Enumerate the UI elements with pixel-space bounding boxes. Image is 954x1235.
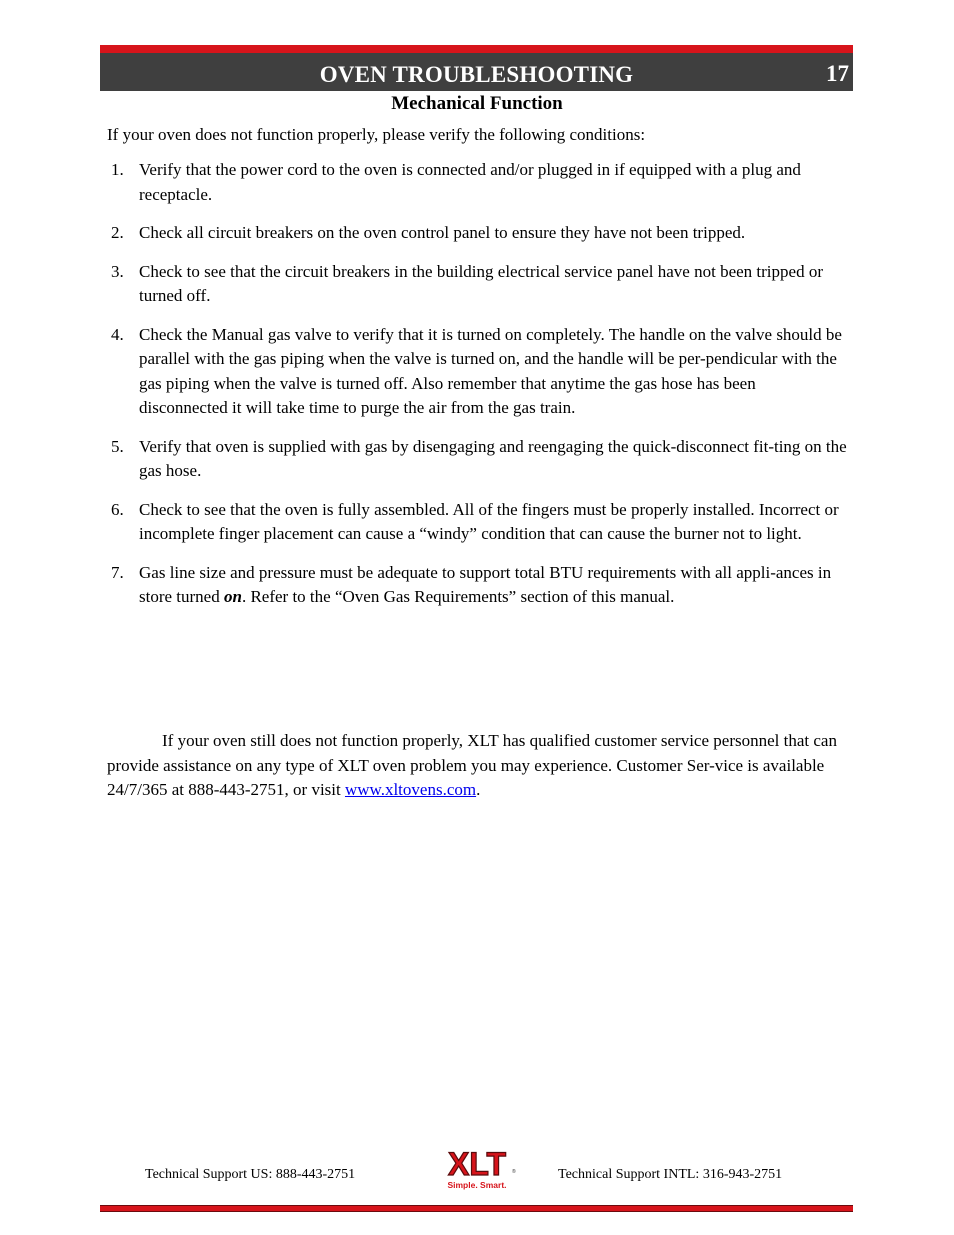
list-item: [107, 221, 847, 246]
xlt-logo: [428, 1143, 526, 1191]
list-item-text: Check to see that the circuit breakers in the building electrical service panel have not been tripped or turned off.: [139, 261, 823, 305]
closing-end: .: [476, 780, 481, 799]
header-bar: [100, 45, 853, 91]
svg-text:XLT: XLT: [447, 1146, 507, 1182]
closing-paragraph: [107, 729, 847, 803]
list-number: 5.: [111, 436, 124, 456]
list-item-text: Check the Manual gas valve to verify that it is turned on completely. The handle on the valve should be parallel with the gas piping when the valve is turned on, and the handle will be per-pendicular with the gas piping when the valve is turned off. Also remember that anytime the gas hose has been disconnected it will take time to purge the air from the gas train.: [139, 324, 842, 417]
list-item-text: Verify that the power cord to the oven is connected and/or plugged in if equipped with a plug and receptacle.: [139, 160, 801, 204]
list-item-text: [139, 563, 831, 607]
svg-text:Simple. Smart.: Simple. Smart.: [447, 1180, 507, 1190]
svg-text:®: ®: [512, 1169, 516, 1175]
list-number: 1.: [111, 160, 124, 179]
list-item-text-start: Gas line size and pressure must be adequate to support total BTU requirements with all appli-ances in store turned: [139, 562, 832, 606]
list-number: 2.: [111, 223, 124, 242]
emphasis-text: on: [223, 587, 242, 606]
list-item: [107, 435, 847, 484]
section-heading: Mechanical Function: [391, 93, 563, 114]
footer-support-intl: Technical Support INTL: 316-943-2751: [558, 1167, 783, 1182]
steps-list: [107, 158, 847, 624]
footer-divider: [100, 1205, 853, 1212]
list-item-text-end: . Refer to the “Oven Gas Requirements” section of this manual.: [241, 587, 675, 606]
intro-text: If your oven does not function properly, please verify the following conditions:: [107, 125, 646, 144]
list-item-text: Check all circuit breakers on the oven control panel to ensure they have not been tripped.: [139, 223, 746, 242]
page-number: 17: [826, 61, 849, 86]
list-item-text: Check to see that the oven is fully assembled. All of the fingers must be properly installed. Incorrect or incomplete finger placement can cause a “windy” condition that can cause the burner not to light.: [139, 499, 839, 543]
page-title: OVEN TROUBLESHOOTING: [319, 62, 634, 87]
list-item: [107, 323, 847, 421]
list-item: [107, 498, 847, 547]
list-number: 3.: [111, 261, 124, 281]
list-number: 6.: [111, 499, 124, 519]
closing-text: If your oven still does not function properly, XLT has qualified customer service personnel that can provide assistance on any type of XLT oven problem you may experience. Customer Ser-vice is available 24/7/365 at 888-443-2751, or visit: [107, 731, 837, 799]
list-number: 4.: [111, 324, 124, 344]
list-item: [107, 260, 847, 309]
list-number: 7.: [111, 562, 124, 582]
list-item: [107, 561, 847, 610]
website-link[interactable]: www.xltovens.com: [344, 780, 477, 799]
footer-support-us: Technical Support US: 888-443-2751: [145, 1167, 356, 1182]
list-item: [107, 158, 847, 207]
list-item-text: Verify that oven is supplied with gas by disengaging and reengaging the quick-disconnect fit-ting on the gas hose.: [139, 436, 847, 480]
